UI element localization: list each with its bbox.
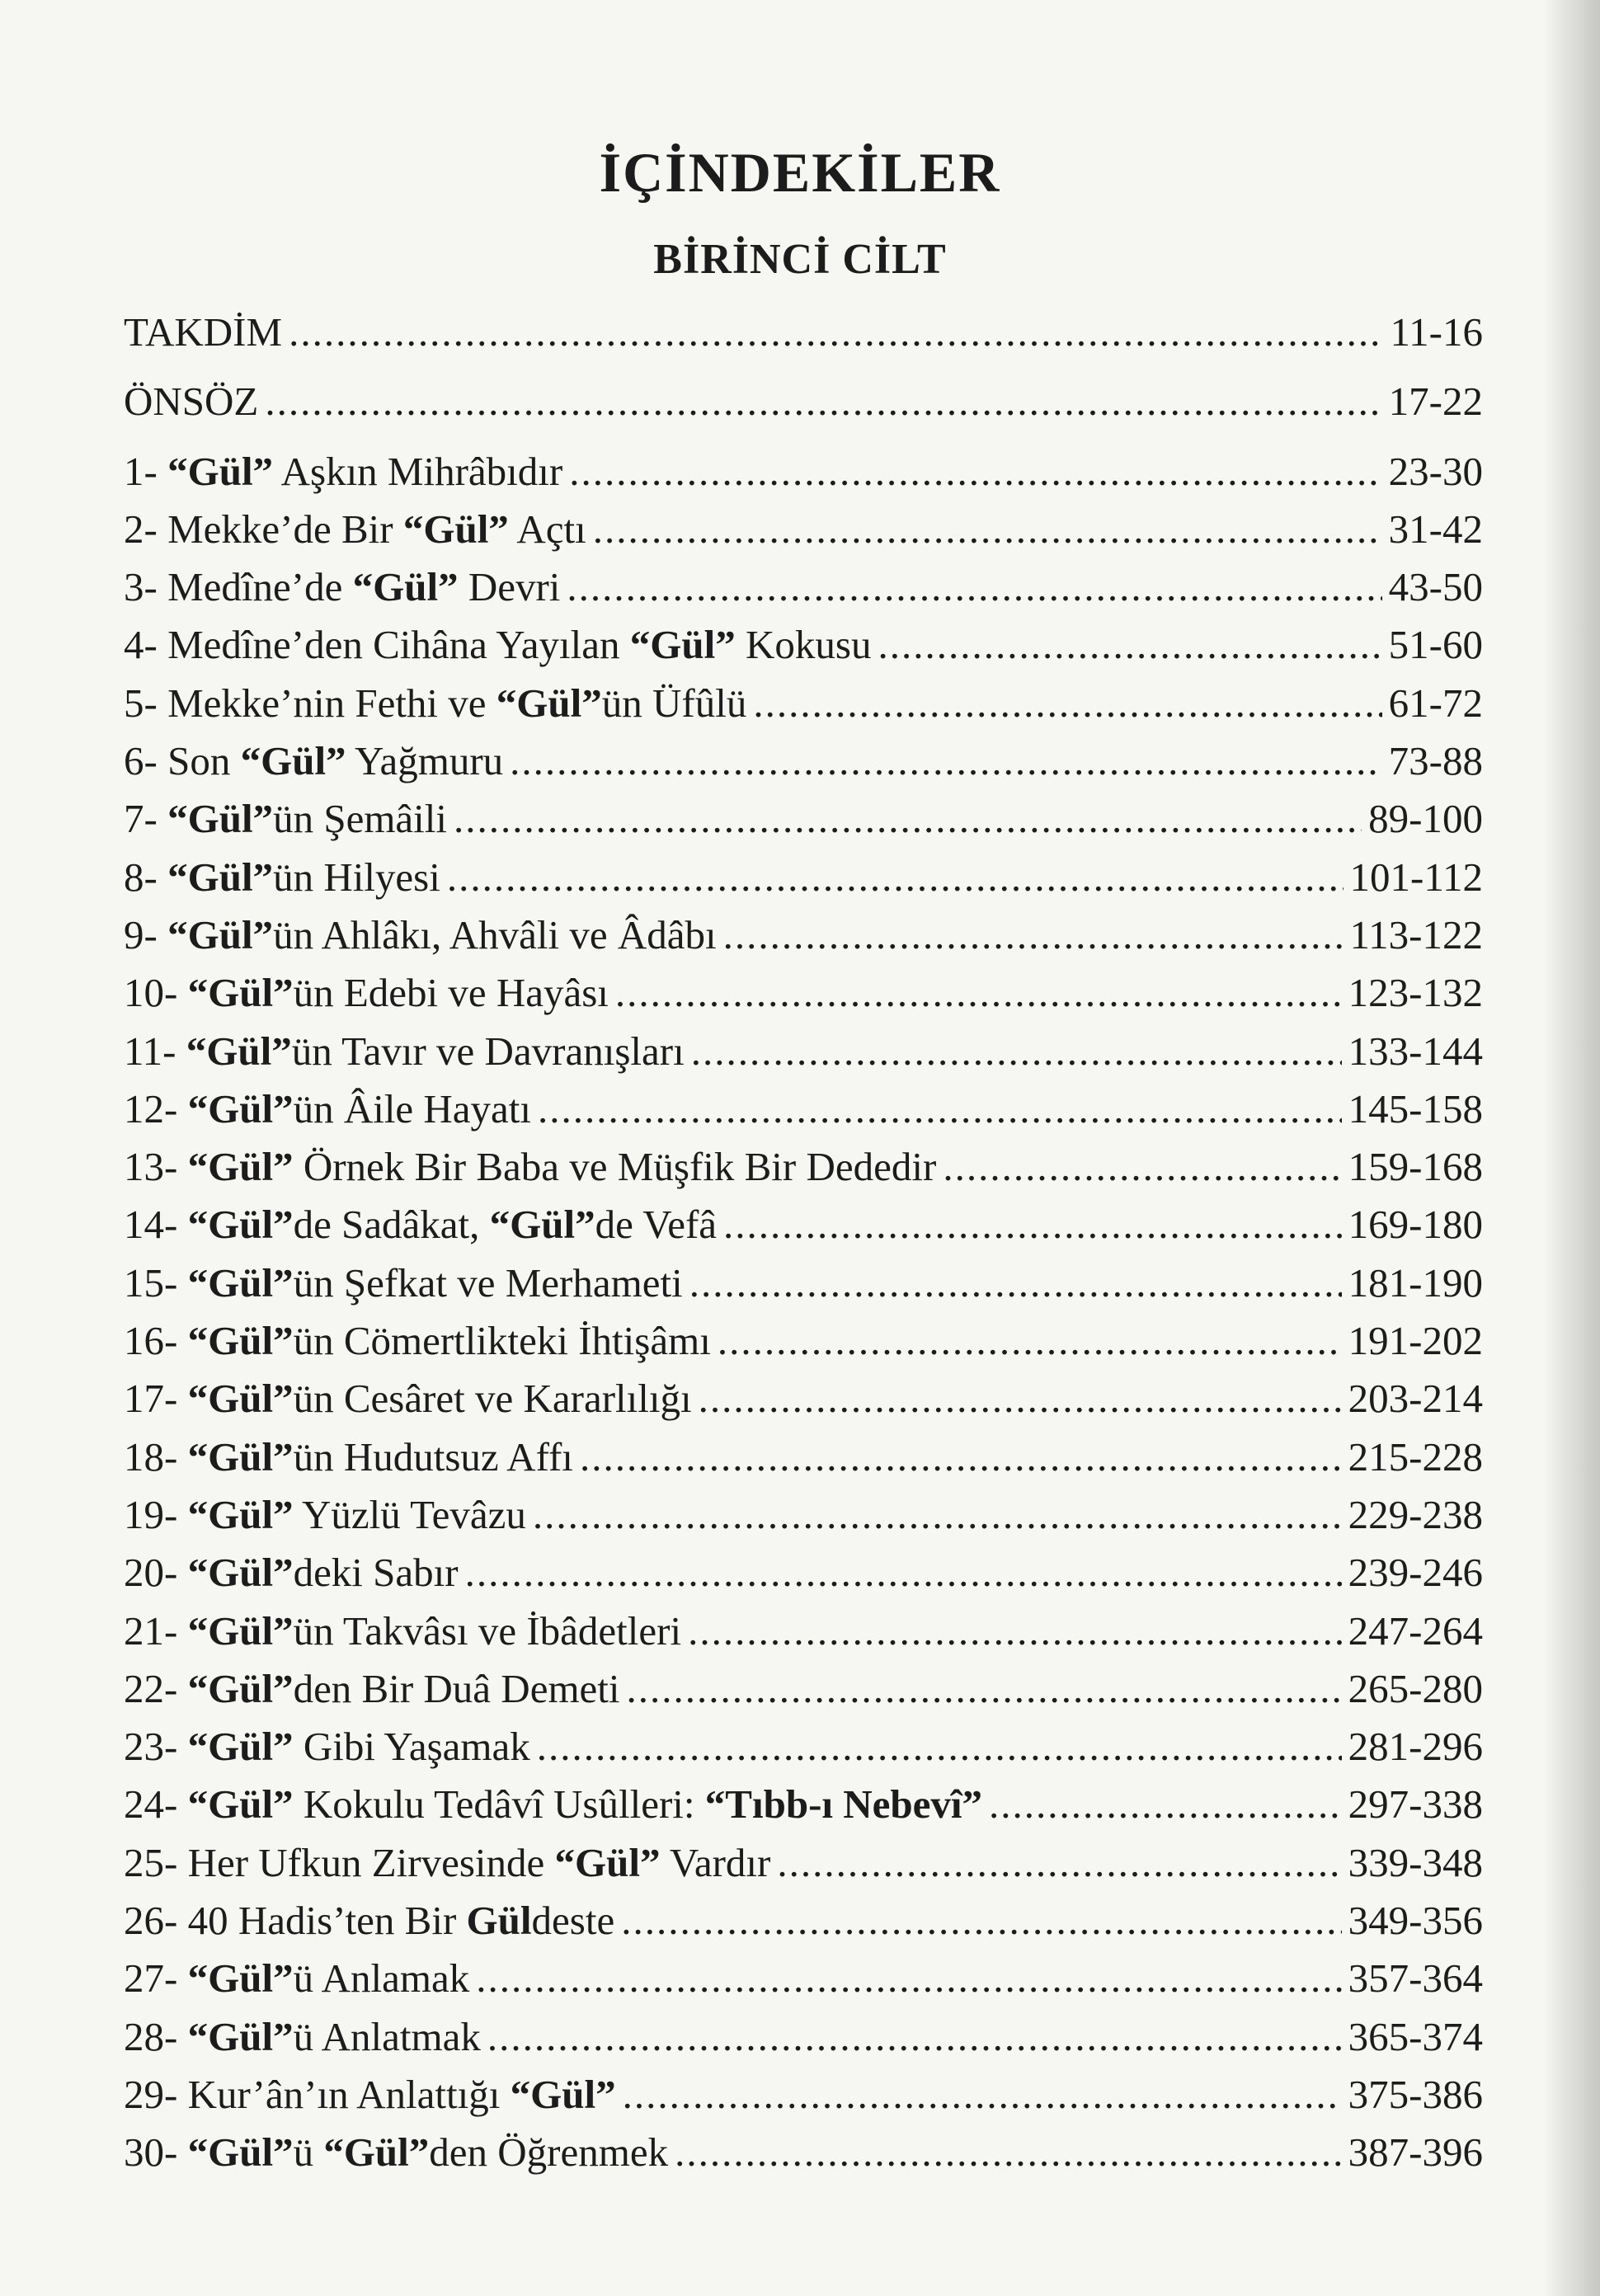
toc-entry-pages: 159-168 — [1348, 1144, 1483, 1190]
toc-entry — [124, 1312, 1483, 1370]
toc-entry-title: 9- “Gül”ün Ahlâkı, Ahvâli ve Âdâbı — [124, 911, 717, 957]
toc-entry-title: 21- “Gül”ün Takvâsı ve İbâdetleri — [124, 1607, 682, 1654]
toc-entry — [124, 1023, 1483, 1080]
toc-entry-title: 28- “Gül”ü Anlatmak — [124, 2013, 481, 2059]
toc-entry-title: ÖNSÖZ — [124, 379, 259, 425]
toc-entry-pages: 203-214 — [1348, 1376, 1483, 1422]
dot-leader — [454, 790, 1362, 848]
toc-entry-title: 19- “Gül” Yüzlü Tevâzu — [124, 1491, 526, 1537]
toc-entry-title: 10- “Gül”ün Edebi ve Hayâsı — [124, 970, 609, 1016]
dot-leader — [569, 443, 1381, 501]
toc-entry — [124, 2008, 1483, 2066]
toc-entry-title: 30- “Gül”ü “Gül”den Öğrenmek — [124, 2129, 669, 2176]
toc-entry — [124, 732, 1483, 790]
toc-entry — [124, 1428, 1483, 1486]
toc-entry-title: 16- “Gül”ün Cömertlikteki İhtişâmı — [124, 1318, 711, 1364]
toc-entry-title: 24- “Gül” Kokulu Tedâvî Usûlleri: “Tıbb-ı Nebevî” — [124, 1781, 983, 1828]
toc-entry-title: 26- 40 Hadis’ten Bir Güldeste — [124, 1898, 615, 1944]
toc-entry-title: 27- “Gül”ü Anlamak — [124, 1955, 470, 2002]
toc-entry — [124, 616, 1483, 674]
dot-leader — [688, 1602, 1342, 1660]
toc-entry-pages: 113-122 — [1349, 911, 1483, 957]
toc-entry-title: 12- “Gül”ün Âile Hayatı — [124, 1085, 532, 1132]
toc-entry-title: 20- “Gül”deki Sabır — [124, 1550, 459, 1596]
toc-entry-pages: 229-238 — [1348, 1491, 1483, 1537]
toc-entry-title: 1- “Gül” Aşkın Mihrâbıdır — [124, 448, 563, 494]
dot-leader — [538, 1080, 1342, 1138]
toc-entry — [124, 1370, 1483, 1428]
dot-leader — [943, 1138, 1341, 1196]
toc-entry — [124, 1834, 1483, 1892]
toc-entry — [124, 906, 1483, 964]
toc-entry-pages: 191-202 — [1348, 1318, 1483, 1364]
toc-entry-pages: 181-190 — [1348, 1259, 1483, 1306]
toc-entry-pages: 51-60 — [1388, 622, 1483, 668]
toc-entry-title: 25- Her Ufkun Zirvesinde “Gül” Vardır — [124, 1839, 771, 1885]
toc-entry-pages: 17-22 — [1388, 379, 1483, 425]
toc-entry-pages: 375-386 — [1348, 2071, 1483, 2117]
toc-entry-pages: 89-100 — [1368, 796, 1483, 842]
toc-entry-pages: 281-296 — [1348, 1724, 1483, 1770]
dot-leader — [621, 1892, 1341, 1950]
toc-entry — [124, 303, 1483, 361]
toc-entry — [124, 1486, 1483, 1544]
toc-entry-title: 14- “Gül”de Sadâkat, “Gül”de Vefâ — [124, 1202, 718, 1248]
toc-entry — [124, 373, 1483, 430]
page-title: İÇİNDEKİLER — [599, 141, 1001, 204]
toc-entry — [124, 1080, 1483, 1138]
dot-leader — [567, 558, 1381, 616]
toc-entry-pages: 133-144 — [1348, 1028, 1483, 1074]
toc-entry — [124, 790, 1483, 848]
toc-entry-title: 3- Medîne’de “Gül” Devri — [124, 564, 561, 610]
toc-entry-pages: 349-356 — [1348, 1898, 1483, 1944]
toc-entry-title: 18- “Gül”ün Hudutsuz Affı — [124, 1433, 573, 1480]
toc-entry — [124, 675, 1483, 732]
toc-entry-pages: 339-348 — [1348, 1839, 1483, 1885]
toc-entry — [124, 1544, 1483, 1602]
toc-entry-title: 15- “Gül”ün Şefkat ve Merhameti — [124, 1259, 683, 1306]
dot-leader — [593, 501, 1382, 558]
dot-leader — [510, 732, 1382, 790]
toc-entry-pages: 215-228 — [1348, 1433, 1483, 1480]
toc-entry — [124, 2124, 1483, 2181]
toc-entry — [124, 2066, 1483, 2124]
dot-leader — [878, 616, 1381, 674]
toc-entry-pages: 239-246 — [1348, 1550, 1483, 1596]
dot-leader — [689, 1254, 1342, 1312]
toc-entry-pages: 43-50 — [1388, 564, 1483, 610]
dot-leader — [465, 1544, 1342, 1602]
toc-entry-title: 6- Son “Gül” Yağmuru — [124, 738, 504, 784]
toc-entry-pages: 145-158 — [1348, 1085, 1483, 1132]
toc-entry-title: 4- Medîne’den Cihâna Yayılan “Gül” Kokusu — [124, 622, 872, 668]
dot-leader — [723, 906, 1344, 964]
toc-entry-title: 2- Mekke’de Bir “Gül” Açtı — [124, 506, 586, 552]
toc-entry-pages: 365-374 — [1348, 2013, 1483, 2059]
toc-entry-pages: 123-132 — [1348, 970, 1483, 1016]
toc-entry-title: 11- “Gül”ün Tavır ve Davranışları — [124, 1028, 685, 1074]
dot-leader — [675, 2124, 1342, 2181]
toc-entry-title: 7- “Gül”ün Şemâili — [124, 796, 448, 842]
toc-entry — [124, 1950, 1483, 2007]
dot-leader — [533, 1486, 1342, 1544]
toc-entry-title: 29- Kur’ân’ın Anlattığı “Gül” — [124, 2071, 616, 2117]
dot-leader — [476, 1950, 1341, 2007]
toc-entry-title: 23- “Gül” Gibi Yaşamak — [124, 1724, 530, 1770]
dot-leader — [723, 1196, 1342, 1254]
toc-entry-title: 17- “Gül”ün Cesâret ve Kararlılığı — [124, 1376, 692, 1422]
toc-entry — [124, 1892, 1483, 1950]
dot-leader — [289, 303, 1383, 361]
dot-leader — [753, 675, 1381, 732]
dot-leader — [623, 2066, 1342, 2124]
dot-leader — [580, 1428, 1342, 1486]
toc-entry-title: 13- “Gül” Örnek Bir Baba ve Müşfik Bir Dededir — [124, 1144, 937, 1190]
toc-entry — [124, 558, 1483, 616]
page-edge-shadow — [1542, 0, 1600, 2296]
toc-entry-title: TAKDİM — [124, 309, 283, 355]
toc-entry-title: 22- “Gül”den Bir Duâ Demeti — [124, 1665, 620, 1711]
toc-entry — [124, 443, 1483, 501]
table-of-contents — [124, 303, 1483, 2182]
toc-entry — [124, 501, 1483, 558]
volume-subtitle: BİRİNCİ CİLT — [653, 236, 947, 283]
toc-entry — [124, 1254, 1483, 1312]
dot-leader — [777, 1834, 1341, 1892]
toc-entry — [124, 1138, 1483, 1196]
toc-entry-pages: 11-16 — [1390, 309, 1483, 355]
dot-leader — [627, 1660, 1342, 1718]
toc-entry-pages: 101-112 — [1349, 854, 1483, 900]
dot-leader — [615, 964, 1342, 1022]
dot-leader — [718, 1312, 1342, 1370]
dot-leader — [447, 849, 1344, 906]
dot-leader — [537, 1718, 1342, 1776]
toc-entry-pages: 247-264 — [1348, 1607, 1483, 1654]
toc-entry-pages: 297-338 — [1348, 1781, 1483, 1828]
toc-entry — [124, 1776, 1483, 1833]
toc-entry-pages: 61-72 — [1388, 680, 1483, 726]
toc-entry-title: 5- Mekke’nin Fethi ve “Gül”ün Üfûlü — [124, 680, 747, 726]
toc-entry — [124, 1718, 1483, 1776]
toc-entry — [124, 964, 1483, 1022]
dot-leader — [699, 1370, 1342, 1428]
toc-entry-pages: 169-180 — [1348, 1202, 1483, 1248]
toc-entry — [124, 1196, 1483, 1254]
toc-entry — [124, 849, 1483, 906]
dot-leader — [265, 373, 1381, 430]
toc-entry-pages: 23-30 — [1388, 448, 1483, 494]
dot-leader — [989, 1776, 1342, 1833]
toc-entry-pages: 73-88 — [1388, 738, 1483, 784]
toc-entry-title: 8- “Gül”ün Hilyesi — [124, 854, 440, 900]
toc-entry — [124, 1660, 1483, 1718]
toc-entry-pages: 387-396 — [1348, 2129, 1483, 2176]
dot-leader — [487, 2008, 1342, 2066]
toc-entry-pages: 265-280 — [1348, 1665, 1483, 1711]
dot-leader — [691, 1023, 1342, 1080]
toc-entry-pages: 31-42 — [1388, 506, 1483, 552]
toc-entry — [124, 1602, 1483, 1660]
toc-entry-pages: 357-364 — [1348, 1955, 1483, 2002]
